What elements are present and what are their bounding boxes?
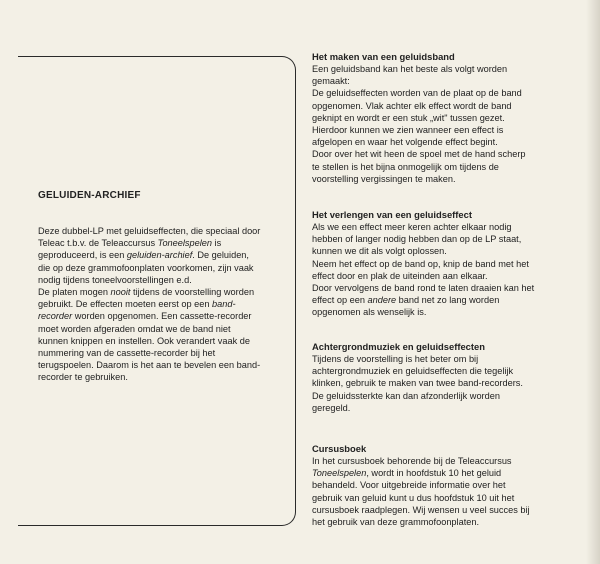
section-course-book — [312, 443, 580, 528]
text-line — [312, 353, 580, 365]
text-line — [312, 233, 580, 245]
text-line — [38, 335, 290, 347]
text-segment: cursusboek raadplegen. Wij wensen u veel succes bij — [312, 504, 530, 515]
text-segment: , wordt in hoofdstuk 10 het geluid — [366, 468, 502, 479]
text-line — [312, 87, 580, 99]
section-body-background-music — [312, 353, 580, 414]
section-background-music — [312, 341, 580, 414]
text-segment: kunnen we dit als volgt oplossen. — [312, 246, 447, 257]
text-segment: Als we een effect meer keren achter elkaar nodig — [312, 222, 512, 232]
page-edge-shadow — [586, 0, 600, 564]
text-segment: recorder te gebruiken. — [38, 372, 128, 383]
text-segment: opgenomen als wenselijk is. — [312, 307, 427, 318]
text-line — [312, 161, 580, 173]
text-line — [38, 323, 290, 335]
emphasized-text: Toneelspelen — [312, 468, 367, 479]
emphasized-text: recorder — [38, 311, 73, 322]
text-line — [38, 237, 290, 249]
section-body-extending-effect — [312, 221, 580, 319]
text-line — [38, 347, 290, 359]
text-segment: In het cursusboek behorende bij de Teleaccursus — [312, 456, 512, 466]
text-segment: De geluidseffecten worden van de plaat op de band — [312, 88, 522, 99]
left-panel-heading: GELUIDEN-ARCHIEF — [38, 190, 141, 201]
text-segment: effect door en plak de uiteinden aan elkaar. — [312, 270, 488, 281]
text-line — [38, 262, 290, 274]
text-line — [312, 270, 580, 282]
text-segment: geregeld. — [312, 402, 351, 413]
text-line — [312, 136, 580, 148]
section-making-tape — [312, 51, 580, 185]
text-segment: De platen mogen — [38, 287, 111, 298]
text-line — [312, 245, 580, 257]
text-segment: hebben of langer nodig hebben dan op de LP staat, — [312, 234, 522, 245]
text-line — [312, 479, 580, 491]
text-line — [312, 124, 580, 136]
text-segment: Tijdens de voorstelling is het beter om bij — [312, 354, 479, 364]
emphasized-text: andere — [367, 295, 397, 306]
text-line — [312, 221, 580, 233]
text-line — [312, 516, 580, 528]
section-title-making-tape: Het maken van een geluidsband — [312, 51, 455, 62]
text-segment: kunnen knippen en instellen. Ook verandert vaak de — [38, 335, 250, 346]
text-segment: gemaakt: — [312, 76, 350, 87]
text-line — [312, 402, 580, 414]
text-line — [38, 286, 290, 298]
text-segment: achtergrondmuziek en geluidseffecten die tegelijk — [312, 366, 514, 377]
text-segment: opgenomen. Vlak achter elk effect wordt de band — [312, 100, 512, 111]
text-line — [312, 75, 580, 87]
text-segment: Een geluidsband kan het beste als volgt worden — [312, 64, 508, 74]
emphasized-text: Toneelspelen — [157, 238, 212, 249]
section-title-extending-effect: Het verlengen van een geluidseffect — [312, 209, 472, 220]
text-segment: behandeld. Voor uitgebreide informatie over het — [312, 480, 506, 491]
text-segment: is — [212, 238, 222, 249]
left-panel — [38, 190, 290, 384]
text-segment: het gebruik van deze grammofoonplaten. — [312, 517, 480, 528]
text-line — [312, 467, 580, 479]
text-line — [312, 112, 580, 124]
text-line — [312, 365, 580, 377]
text-segment: terugspoelen. Daarom is het aan te bevelen een band- — [38, 360, 261, 371]
text-line — [312, 504, 580, 516]
text-line — [38, 371, 290, 383]
text-segment: voorstelling vergissingen te maken. — [312, 173, 456, 184]
text-segment: nodig tijdens toneelvoorstellingen e.d. — [38, 274, 192, 285]
text-line — [312, 455, 580, 467]
text-segment: gebruik van geluid kunt u dus hoofdstuk 10 uit het — [312, 492, 515, 503]
section-extending-effect — [312, 209, 580, 319]
text-segment: worden opgenomen. Een cassette-recorder — [72, 311, 252, 322]
text-line — [38, 310, 290, 322]
text-segment: . De geluiden, — [192, 250, 249, 261]
text-line — [38, 359, 290, 371]
emphasized-text: band- — [212, 299, 236, 310]
text-line — [312, 282, 580, 294]
text-segment: klinken, gebruik te maken van twee band-recorders. — [312, 378, 523, 389]
text-segment: Teleac t.b.v. de Teleaccursus — [38, 238, 158, 249]
text-line — [312, 492, 580, 504]
text-line — [312, 100, 580, 112]
text-segment: Deze dubbel-LP met geluidseffecten, die speciaal door — [38, 226, 261, 236]
text-segment: gebruikt. De effecten moeten eerst op een — [38, 299, 212, 310]
text-line — [312, 258, 580, 270]
text-line — [312, 63, 580, 75]
text-line — [38, 249, 290, 261]
text-segment: die op deze grammofoonplaten voorkomen, zijn vaak — [38, 262, 254, 273]
left-panel-paragraph — [38, 225, 290, 384]
text-segment: geknipt en wordt er een stuk „wit" tussen gezet. — [312, 112, 505, 123]
text-line — [312, 390, 580, 402]
text-segment: De geluidssterkte kan dan afzonderlijk worden — [312, 390, 500, 401]
text-segment: Door over het wit heen de spoel met de hand scherp — [312, 149, 526, 160]
text-line — [312, 306, 580, 318]
text-segment: Hierdoor kunnen we zien wanneer een effect is — [312, 125, 504, 136]
text-line — [312, 377, 580, 389]
text-line — [312, 173, 580, 185]
text-segment: nummering van de cassette-recorder bij het — [38, 348, 216, 359]
text-segment: Neem het effect op de band op, knip de band met het — [312, 258, 529, 269]
text-segment: moet worden afgeraden omdat we de band niet — [38, 323, 231, 334]
text-line — [38, 225, 290, 237]
text-segment: band net zo lang worden — [396, 295, 500, 306]
text-line — [38, 274, 290, 286]
section-body-course-book — [312, 455, 580, 528]
text-segment: te stellen is het bijna onmogelijk om tijdens de — [312, 161, 499, 172]
text-segment: tijdens de voorstelling worden — [130, 287, 255, 298]
text-segment: afgelopen en waar het volgende effect begint. — [312, 137, 498, 148]
text-line — [312, 294, 580, 306]
text-line — [312, 148, 580, 160]
emphasized-text: nooit — [110, 287, 131, 298]
emphasized-text: geluiden-archief — [126, 250, 193, 261]
section-body-making-tape — [312, 63, 580, 185]
text-segment: geproduceerd, is een — [38, 250, 127, 261]
text-segment: Door vervolgens de band rond te laten draaien kan het — [312, 283, 535, 294]
section-title-background-music: Achtergrondmuziek en geluidseffecten — [312, 341, 485, 352]
text-segment: effect op een — [312, 295, 368, 306]
text-line — [38, 298, 290, 310]
section-title-course-book: Cursusboek — [312, 443, 367, 454]
